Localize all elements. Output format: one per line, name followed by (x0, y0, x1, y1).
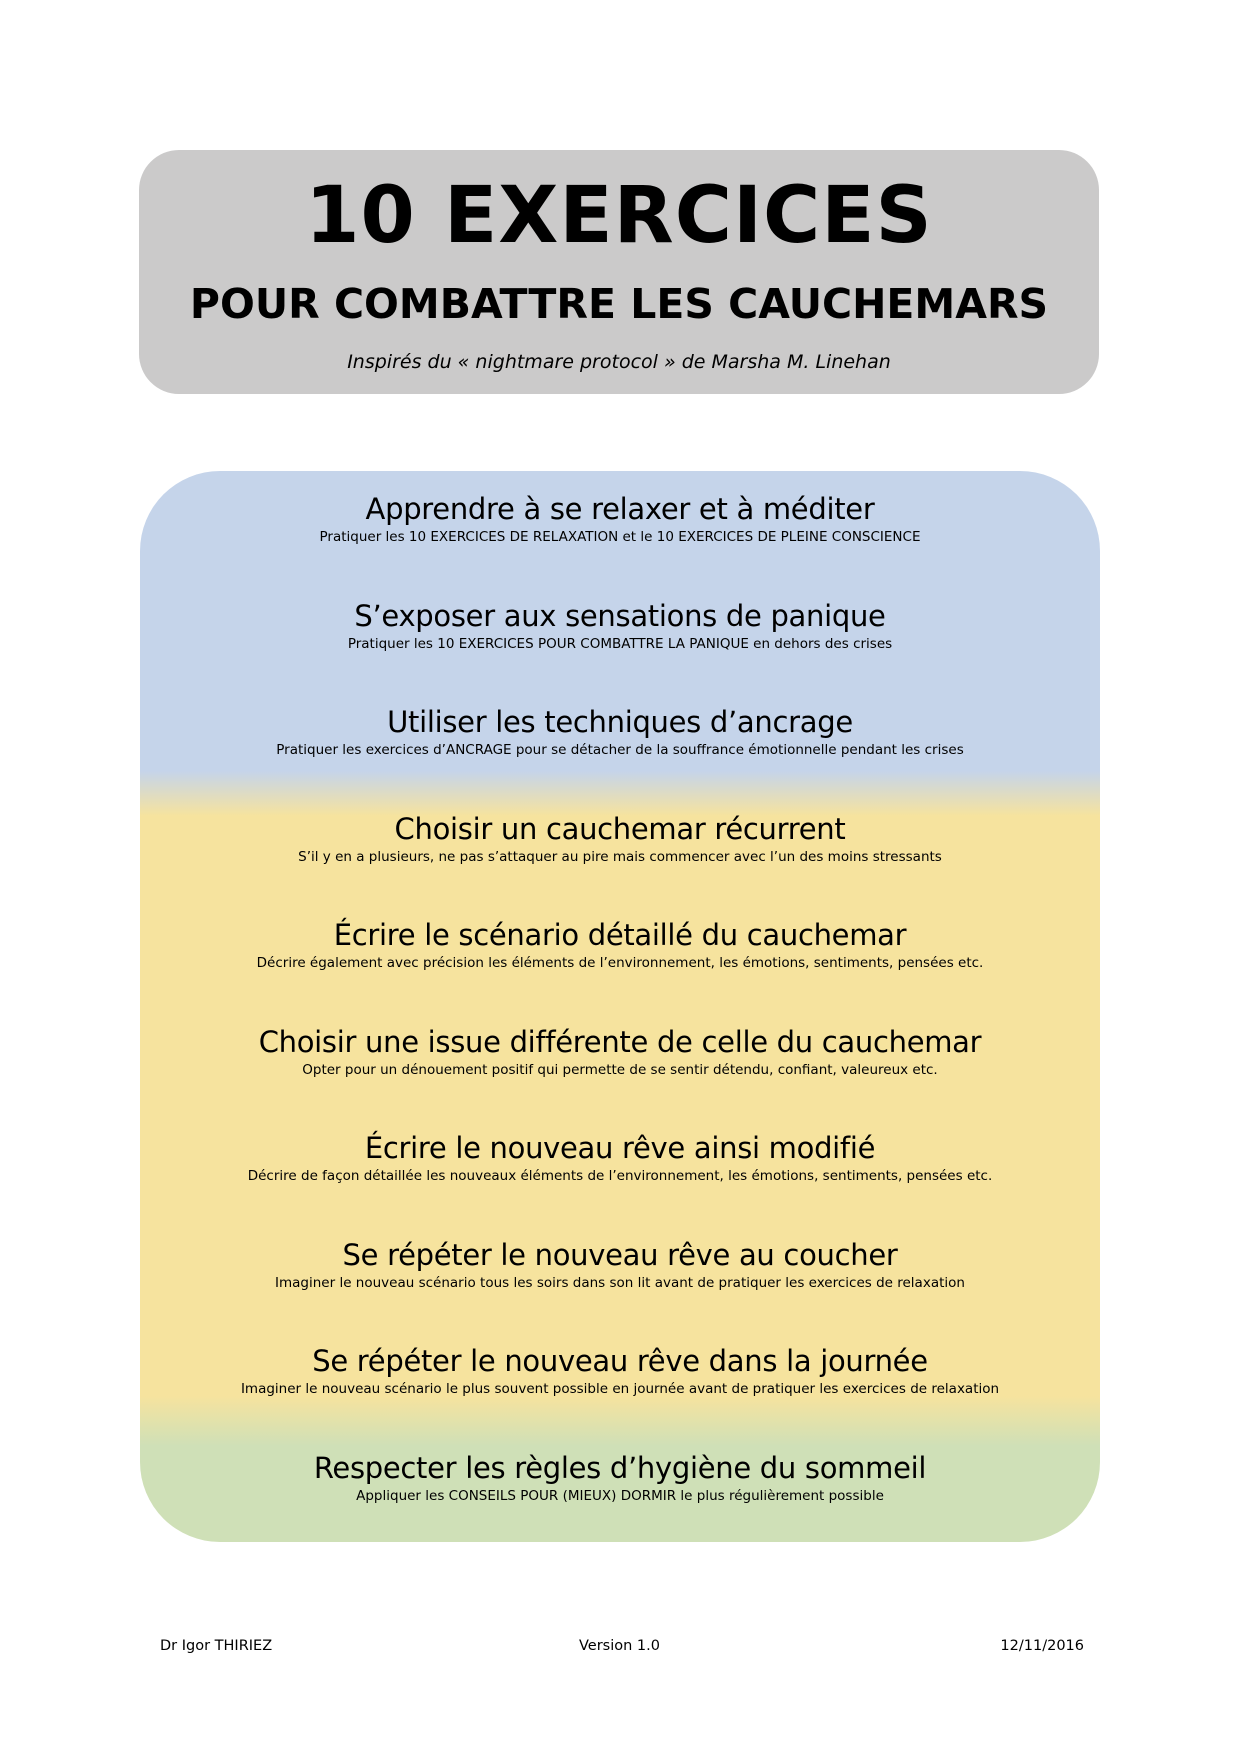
exercise-title: Écrire le scénario détaillé du cauchemar (333, 918, 907, 952)
exercise-item (140, 1343, 1100, 1399)
exercise-title: Se répéter le nouveau rêve dans la journée (312, 1344, 928, 1378)
footer-date: 12/11/2016 (1000, 1638, 1084, 1654)
title-banner (139, 150, 1099, 394)
exercise-list (140, 471, 1100, 1542)
exercise-description: Imaginer le nouveau scénario le plus souvent possible en journée avant de pratiquer les exercices de relaxation (240, 1381, 1000, 1397)
exercise-description: Pratiquer les exercices d’ANCRAGE pour se détacher de la souffrance émotionnelle pendant les crises (276, 742, 964, 758)
exercise-title: Écrire le nouveau rêve ainsi modifié (364, 1131, 876, 1165)
exercise-title: Apprendre à se relaxer et à méditer (365, 492, 875, 526)
exercise-description: Pratiquer les 10 EXERCICES DE RELAXATION et le 10 EXERCICES DE PLEINE CONSCIENCE (319, 529, 921, 545)
exercise-title: Utiliser les techniques d’ancrage (387, 705, 853, 739)
exercise-description: Décrire également avec précision les éléments de l’environnement, les émotions, sentiments, pensées etc. (256, 955, 984, 971)
exercise-description: S’il y en a plusieurs, ne pas s’attaquer au pire mais commencer avec l’un des moins stressants (298, 849, 942, 865)
exercise-description: Imaginer le nouveau scénario tous les soirs dans son lit avant de pratiquer les exercices de relaxation (275, 1275, 965, 1291)
page-subtitle: POUR COMBATTRE LES CAUCHEMARS (189, 280, 1049, 328)
exercise-item (140, 811, 1100, 867)
exercise-description: Décrire de façon détaillée les nouveaux éléments de l’environnement, les émotions, sentiments, pensées etc. (247, 1168, 993, 1184)
footer-author: Dr Igor THIRIEZ (160, 1638, 273, 1654)
exercise-description: Appliquer les CONSEILS POUR (MIEUX) DORMIR le plus régulièrement possible (356, 1488, 884, 1504)
source-attribution: Inspirés du « nightmare protocol » de Marsha M. Linehan (347, 351, 891, 373)
exercise-item (140, 491, 1100, 547)
exercise-item (140, 917, 1100, 973)
exercise-title: S’exposer aux sensations de panique (354, 599, 886, 633)
exercise-description: Pratiquer les 10 EXERCICES POUR COMBATTRE LA PANIQUE en dehors des crises (347, 636, 893, 652)
exercise-item (140, 598, 1100, 654)
exercise-title: Choisir un cauchemar récurrent (394, 812, 846, 846)
exercise-title: Respecter les règles d’hygiène du sommeil (313, 1451, 927, 1485)
exercise-item (140, 1450, 1100, 1506)
exercise-item (140, 1237, 1100, 1293)
footer-version: Version 1.0 (579, 1638, 660, 1654)
exercise-title: Choisir une issue différente de celle du cauchemar (258, 1025, 982, 1059)
exercise-item (140, 1130, 1100, 1186)
exercise-item (140, 704, 1100, 760)
exercise-description: Opter pour un dénouement positif qui permette de se sentir détendu, confiant, valeureux etc. (302, 1062, 938, 1078)
exercise-title: Se répéter le nouveau rêve au coucher (342, 1238, 898, 1272)
exercise-item (140, 1024, 1100, 1080)
page-title: 10 EXERCICES (305, 171, 933, 261)
